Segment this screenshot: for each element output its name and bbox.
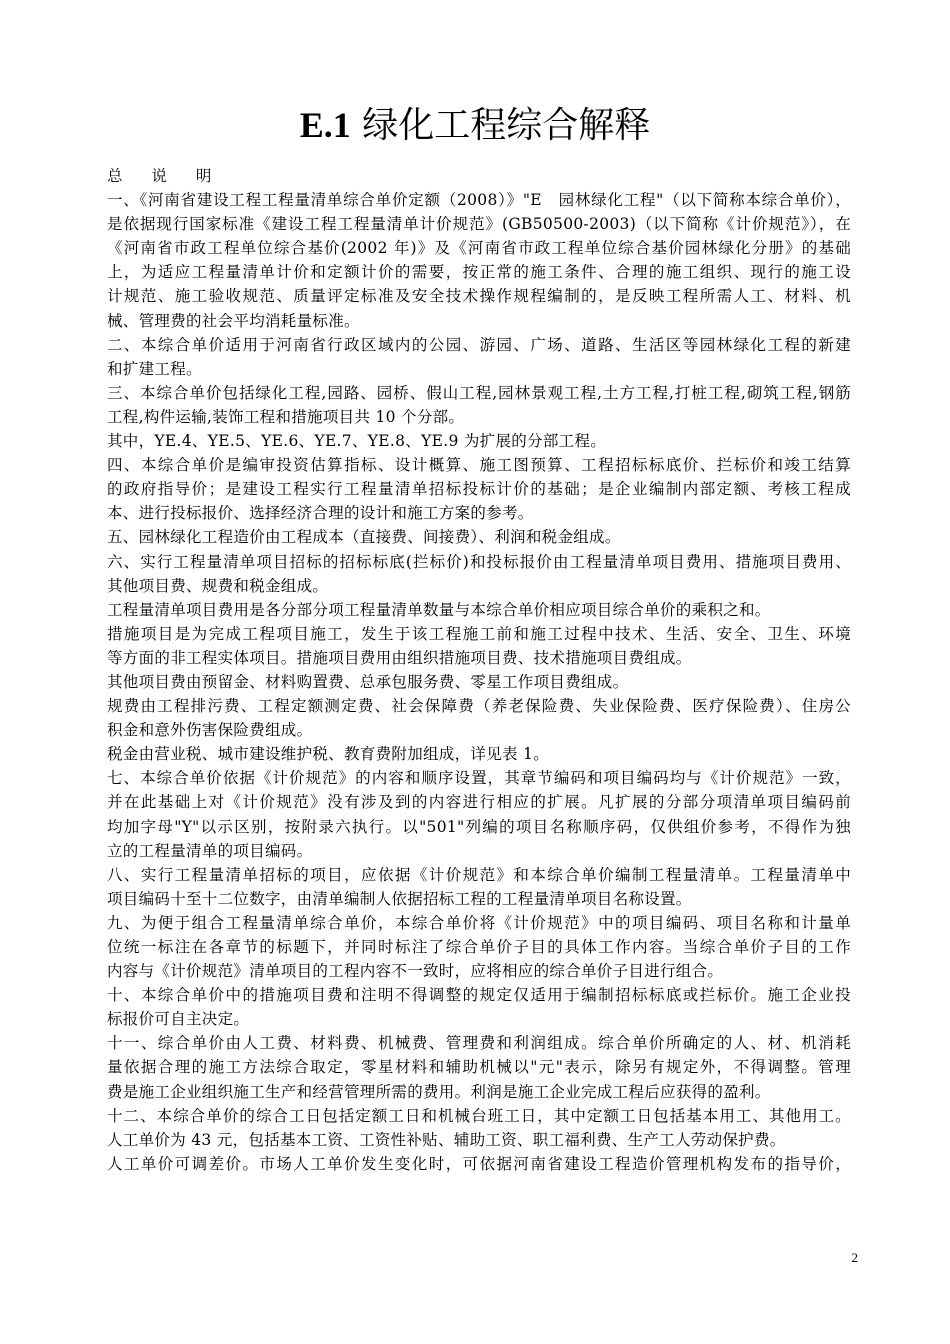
text-line: 税金由营业税、城市建设维护税、教育费附加组成，详见表 1。 [107, 745, 549, 764]
text-line: 是依据现行国家标准《建设工程工程量清单计价规范》(GB50500-2003)（以下简称《计价规范》），在 [107, 215, 851, 234]
text-line: 八、实行工程量清单招标的项目，应依据《计价规范》和本综合单价编制工程量清单。工程量清单中 [107, 865, 851, 884]
text-line: 人工单价为 43 元，包括基本工资、工资性补贴、辅助工资、职工福利费、生产工人劳动保护费。 [107, 1130, 786, 1149]
text-line: 七、本综合单价依据《计价规范》的内容和顺序设置，其章节编码和项目编码均与《计价规范》一致， [107, 769, 851, 788]
text-line: 并在此基础上对《计价规范》没有涉及到的内容进行相应的扩展。凡扩展的分部分项清单项目编码前 [107, 793, 851, 812]
text-line: 规费由工程排污费、工程定额测定费、社会保障费（养老保险费、失业保险费、医疗保险费）、住房公 [107, 697, 851, 716]
text-line: 计规范、施工验收规范、质量评定标准及安全技术操作规程编制的，是反映工程所需人工、材料、机 [107, 287, 851, 306]
section-heading: 总 说 明 [107, 167, 224, 185]
text-line: 上，为适应工程量清单计价和定额计价的需要，按正常的施工条件、合理的施工组织、现行的施工设 [107, 263, 851, 282]
text-line: 十、本综合单价中的措施项目费和注明不得调整的规定仅适用于编制招标标底或拦标价。施工企业投 [107, 986, 851, 1005]
text-line: 内容与《计价规范》清单项目的工程内容不一致时，应将相应的综合单价子目进行组合。 [107, 962, 724, 981]
text-line: 其他项目费由预留金、材料购置费、总承包服务费、零星工作项目费组成。 [107, 672, 629, 691]
text-line: 三、本综合单价包括绿化工程,园路、园桥、假山工程,园林景观工程,土方工程,打桩工程,砌筑工程,钢筋 [107, 383, 851, 402]
text-line: 十二、本综合单价的综合工日包括定额工日和机械台班工日，其中定额工日包括基本用工、其他用工。 [107, 1106, 851, 1125]
text-line: 等方面的非工程实体项目。措施项目费用由组织措施项目费、技术措施项目费组成。 [107, 648, 692, 667]
text-line: 六、实行工程量清单项目招标的招标标底(拦标价)和投标报价由工程量清单项目费用、措施项目费用、 [107, 552, 851, 571]
text-line: 械、管理费的社会平均消耗量标准。 [107, 311, 360, 330]
text-line: 立的工程量清单的项目编码。 [107, 841, 313, 860]
text-line: 二、本综合单价适用于河南省行政区域内的公园、游园、广场、道路、生活区等园林绿化工程的新建 [107, 335, 851, 354]
text-line: 的政府指导价；是建设工程实行工程量清单招标投标计价的基础；是企业编制内部定额、考核工程成 [107, 480, 851, 499]
text-line: 十一、综合单价由人工费、材料费、机械费、管理费和利润组成。综合单价所确定的人、材、机消耗 [107, 1034, 851, 1053]
text-line: 措施项目是为完成工程项目施工，发生于该工程施工前和施工过程中技术、生活、安全、卫生、环境 [107, 624, 851, 643]
page-number: 2 [851, 1250, 858, 1265]
text-line: 五、园林绿化工程造价由工程成本（直接费、间接费）、利润和税金组成。 [107, 528, 621, 547]
text-line: 九、为便于组合工程量清单综合单价，本综合单价将《计价规范》中的项目编码、项目名称和计量单 [107, 913, 851, 932]
title-code: E.1 [299, 105, 351, 145]
text-line: 《河南省市政工程单位综合基价(2002 年)》及《河南省市政工程单位综合基价园林绿化分册》的基础 [107, 239, 851, 258]
text-line: 积金和意外伤害保险费组成。 [107, 721, 313, 740]
text-line: 项目编码十至十二位数字，由清单编制人依据招标工程的工程量清单项目名称设置。 [107, 889, 692, 908]
text-line: 四、本综合单价是编审投资估算指标、设计概算、施工图预算、工程招标标底价、拦标价和竣工结算 [107, 456, 851, 475]
text-line: 标报价可自主决定。 [107, 1010, 250, 1029]
text-line: 其中，YE.4、YE.5、YE.6、YE.7、YE.8、YE.9 为扩展的分部工程。 [107, 432, 607, 451]
text-line: 和扩建工程。 [107, 359, 202, 378]
text-line: 其他项目费、规费和税金组成。 [107, 576, 329, 595]
text-line: 均加字母"Y"以示区别，按附录六执行。以"501"列编的项目名称顺序码，仅供组价参考，不得作为独 [107, 817, 851, 836]
text-line: 一、《河南省建设工程工程量清单综合单价定额（2008）》"E 园林绿化工程"（以下简称本综合单价）， [107, 191, 851, 210]
document-body [107, 164, 851, 1176]
text-line: 工程,构件运输,装饰工程和措施项目共 10 个分部。 [107, 407, 465, 426]
text-line: 人工单价可调差价。市场人工单价发生变化时，可依据河南省建设工程造价管理机构发布的指导价， [107, 1154, 851, 1173]
text-line: 量依据合理的施工方法综合取定，零星材料和辅助机械以"元"表示，除另有规定外，不得调整。管理 [107, 1058, 851, 1077]
text-line: 位统一标注在各章节的标题下，并同时标注了综合单价子目的具体工作内容。当综合单价子目的工作 [107, 938, 851, 956]
title-text: 绿化工程综合解释 [362, 105, 651, 146]
page-title [0, 100, 950, 151]
text-line: 本、进行投标报价、选择经济合理的设计和施工方案的参考。 [107, 504, 534, 523]
text-line: 费是施工企业组织施工生产和经营管理所需的费用。利润是施工企业完成工程后应获得的盈利。 [107, 1082, 771, 1101]
text-line: 工程量清单项目费用是各分部分项工程量清单数量与本综合单价相应项目综合单价的乘积之和。 [107, 600, 771, 619]
